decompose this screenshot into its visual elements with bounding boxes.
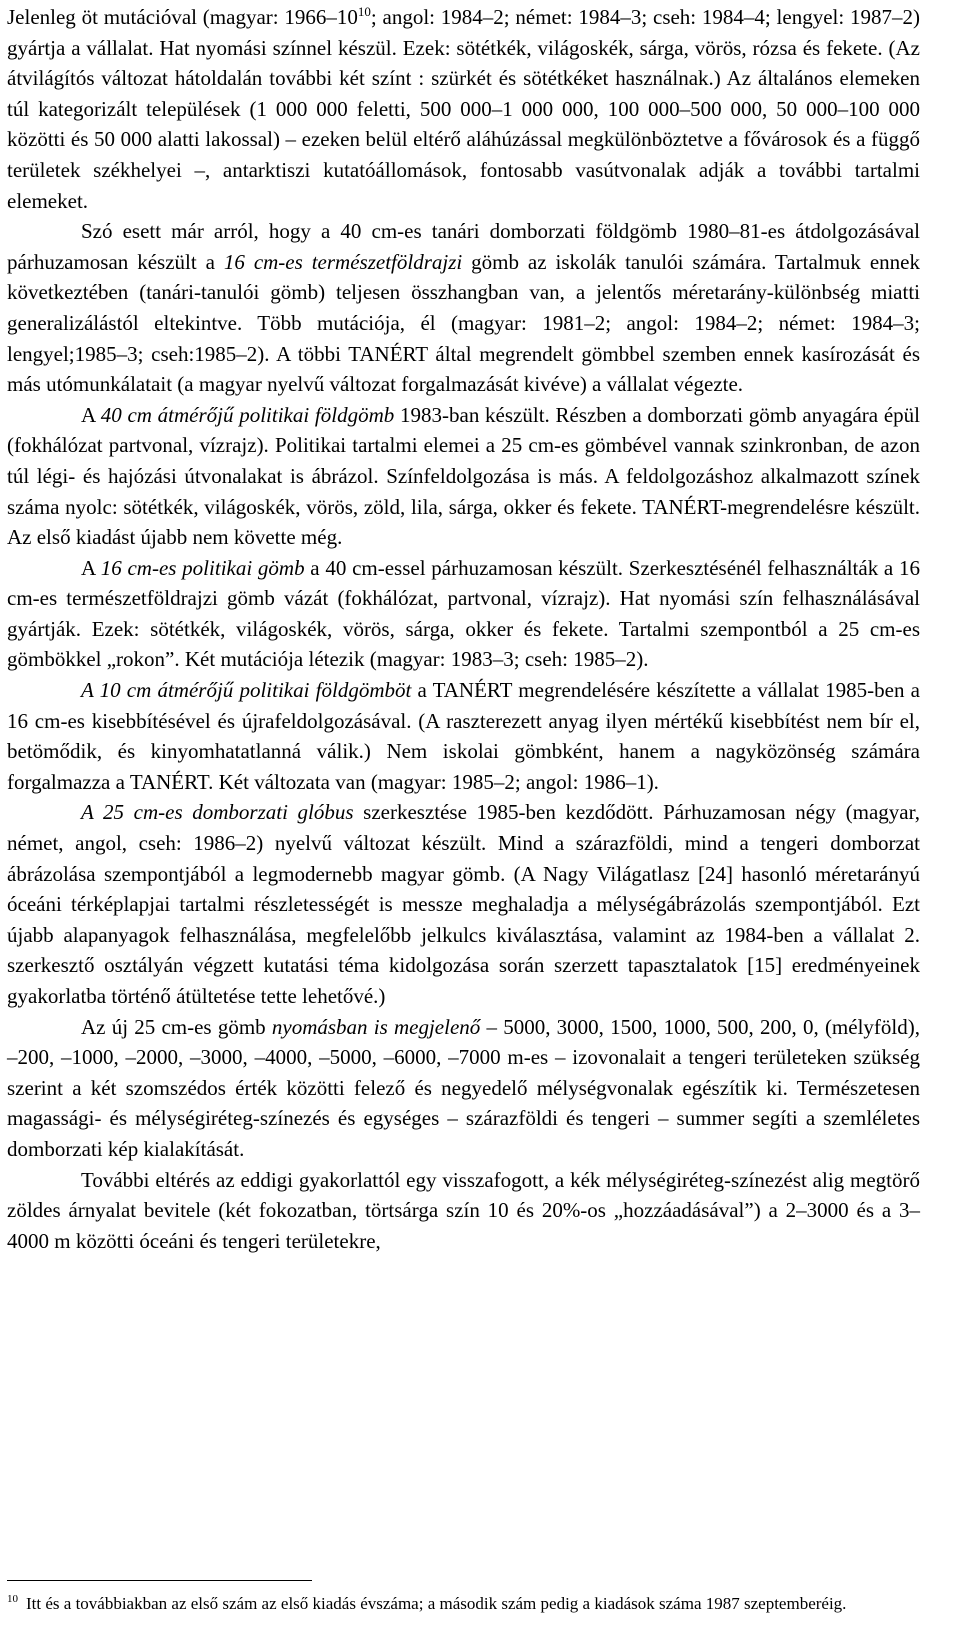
paragraph: [7, 1012, 920, 1165]
paragraph-text: ; angol: 1984–2; német: 1984–3; cseh: 1984–4; lengyel: 1987–2) gyártja a vállalat. Hat nyomási színnel készül. Ezek: sötétkék, világoskék, sárga, vörös, rózsa és fekete. (Az átvilágítós változat hátoldalán további két színt : szürkét és sötétkéket használnak.) Az általános elemeken túl kategorizált települések (1 000 000 feletti, 500 000–1 000 000, 100 000–500 000, 50 000–100 000 közötti és 50 000 alatti lakossal) – ezeken belül eltérő aláhúzással megkülönböztetve a fővárosok és a függő területek székhelyei –, antarktiszi kutatóállomások, fontosabb vasútvonalak adják a további tartalmi elemeket.: [7, 5, 920, 213]
paragraph-text: További eltérés az eddigi gyakorlattól egy visszafogott, a kék mélységiréteg-színezést alig megtörő zöldes árnyalat bevitele (két fokozatban, törtsárga szín 10 és 20%-os „hozzáadásával”) a 2–3000 és a 3–4000 m közötti óceáni és tengeri területekre,: [7, 1167, 920, 1253]
paragraph-text: a 40 cm-essel párhuzamosan készült. Szerkesztésénél felhasználták a 16 cm-es természetföldrajzi gömb vázát (fokhálózat, partvonal, vízrajz). Hat nyomási szín felhasználásával gyártják. Ezek: sötétkék, világoskék, vörös, sárga, okker és fekete. Tartalmi szempontból a 25 cm-es gömbökkel „rokon”. Két mutációja létezik (magyar: 1983–3; cseh: 1985–2).: [7, 555, 920, 672]
paragraph-text: A: [81, 555, 101, 580]
footnote-text: Itt és a továbbiakban az első szám az első kiadás évszáma; a második szám pedig a kiadások száma 1987 szeptemberéig.: [26, 1594, 847, 1613]
paragraph: [7, 1165, 920, 1257]
paragraph-text: a TANÉRT megrendelésére készítette a vállalat 1985-ben a 16 cm-es kisebbítésével és újrafeldolgozásával. (A raszterezett anyag ilyen mértékű kisebbítést nem bír el, betömődik, és kinyomhatatlanná válik.) Nem iskolai gömbként, hanem a nagyközönség számára forgalmazza a TANÉRT. Két változata van (magyar: 1985–2; angol: 1986–1).: [7, 678, 920, 794]
paragraph-text: 1983-ban készült. Részben a domborzati gömb anyagára épül (fokhálózat partvonal, vízrajz). Politikai tartalmi elemei a 25 cm-es gömbével vannak szinkronban, de azon túl légi- és hajózási útvonalakat is ábrázol. Színfeldolgozása is más. A feldolgozáshoz alkalmazott színek száma nyolc: sötétkék, világoskék, vörös, zöld, lila, sárga, okker és fekete. TANÉRT-megrendelésre készült. Az első kiadást újabb nem követte még.: [7, 402, 920, 550]
paragraph: [7, 553, 920, 675]
footnote-number: 10: [7, 1593, 18, 1606]
paragraph-text: Jelenleg öt mutációval (magyar: 1966–10: [7, 5, 358, 29]
paragraph-text: szerkesztése 1985-ben kezdődött. Párhuzamosan négy (magyar, német, angol, cseh: 1986–2) nyelvű változat készült. Mind a szárazföldi, mind a tengeri domborzat ábrázolása szempontjából a legmodernebb magyar gömb. (A Nagy Világatlasz [24] hasonló méretarányú óceáni térképlapjai tartalmi részletességét is messze meghaladja a mélységábrázolás szempontjából. Ezt újabb alapanyagok felhasználása, megfelelőbb jelkulcs kiválasztása, valamint az 1984-ben a vállalat 2. szerkesztő osztályán végzett kutatási téma kidolgozása során szerzett tapasztalatok [15] eredményeinek gyakorlatba történő átültetése tette lehetővé.): [7, 800, 920, 1008]
paragraph-text: gömb az iskolák tanulói számára. Tartalmuk ennek következtében (tanári-tanulói gömb) teljesen összhangban van, a jelentős méretarány-különbség miatti generalizálástól eltekintve. Több mutációja, él (magyar: 1981–2; angol: 1984–2; német: 1984–3; lengyel;1985–3; cseh:1985–2). A többi TANÉRT által megrendelt gömbbel szemben ennek kasírozását és más utómunkálatait (a magyar nyelvű változat forgalmazását kivéve) a vállalat végezte.: [7, 249, 920, 397]
footnote-divider: [7, 1580, 312, 1581]
footnote: [7, 1592, 920, 1615]
italic-title: 16 cm-es politikai gömb: [100, 555, 305, 580]
paragraph: [7, 400, 920, 553]
paragraph: [7, 2, 920, 216]
paragraph: [7, 216, 920, 400]
paragraph-text: – 5000, 3000, 1500, 1000, 500, 200, 0, (mélyföld), –200, –1000, –2000, –3000, –4000, –5000, –6000, –7000 m-es – izovonalait a tengeri területeken szükség szerint a két szomszédos érték közötti felező és negyedelő mélységvonalak egészítik ki. Természetesen magassági- és mélységiréteg-színezés és egységes – szárazföldi és tengeri – summer segíti a szemléletes domborzati kép kialakítását.: [7, 1014, 920, 1161]
paragraph-text: Szó esett már arról, hogy a 40 cm-es tanári domborzati földgömb 1980–81-es átdolgozásával párhuzamosan készült a: [7, 219, 920, 274]
italic-title: 16 cm-es természetföldrajzi: [223, 249, 463, 274]
italic-phrase: nyomásban is megjelenő: [271, 1014, 481, 1039]
paragraph-text: A: [81, 402, 101, 427]
paragraph: [7, 675, 920, 797]
italic-title: 40 cm átmérőjű politikai földgömb: [100, 402, 395, 427]
italic-title: A 25 cm-es domborzati glóbus: [81, 800, 354, 825]
paragraph-text: Az új 25 cm-es gömb: [81, 1014, 272, 1039]
italic-title: A 10 cm átmérőjű politikai földgömböt: [81, 678, 412, 703]
footnote-reference: 10: [357, 4, 371, 19]
paragraph: [7, 797, 920, 1011]
